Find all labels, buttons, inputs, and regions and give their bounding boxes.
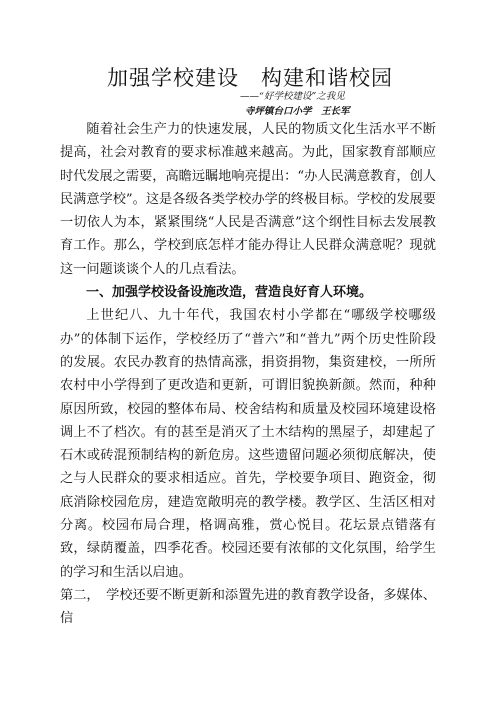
document-subtitle: ——“好学校建设”之我见 <box>240 91 345 102</box>
section-heading: 一、加强学校设备设施改造，营造良好育人环境。 <box>86 285 373 301</box>
body-paragraph-continued: 第二， 学校还要不断更新和添置先进的教育教学设备，多媒体、信 <box>60 587 436 627</box>
author-byline: 寺坪镇台口小学 王长军 <box>245 106 350 117</box>
document-body <box>60 118 436 631</box>
intro-paragraph: 随着社会生产力的快速发展，人民的物质文化生活水平不断提高，社会对教育的要求标准越来越高。为此，国家教育部顺应时代发展之需要，高瞻远瞩地响亮提出：“办人民满意教育，创人民满意学校”。这是各级各类学校办学的终极目标。学校的发展要一切依人为本，紧紧围绕“人民是否满意”这个纲性目标去发展教育工作。那么，学校到底怎样才能办得让人民群众满意呢？现就这一问题谈谈个人的几点看法。 <box>60 122 436 277</box>
body-paragraph: 上世纪八、九十年代，我国农村小学都在“哪级学校哪级办”的体制下运作，学校经历了“普六”和“普九”两个历史性阶段的发展。农民办教育的热情高涨，捐资捐物，集资建校，一所所农村中小学得到了更改造和更新，可谓旧貌换新颜。然而，种种原因所致，校园的整体布局、校舍结构和质量及校园环境建设格调上不了档次。有的甚至是消灭了土木结构的黑屋子，却建起了石木或砖混预制结构的新危房。这些遗留问题必须彻底解决，使之与人民群众的要求相适应。首先，学校要争项目、跑资金，彻底消除校园危房，建造宽敞明亮的教学楼。教学区、生活区相对分离。校园布局合理，格调高雅，赏心悦目。花坛景点错落有致，绿荫覆盖，四季花香。校园还要有浓郁的文化氛围，给学生的学习和生活以启迪。 <box>60 308 436 580</box>
document-title: 加强学校建设 构建和谐校园 <box>107 66 393 90</box>
